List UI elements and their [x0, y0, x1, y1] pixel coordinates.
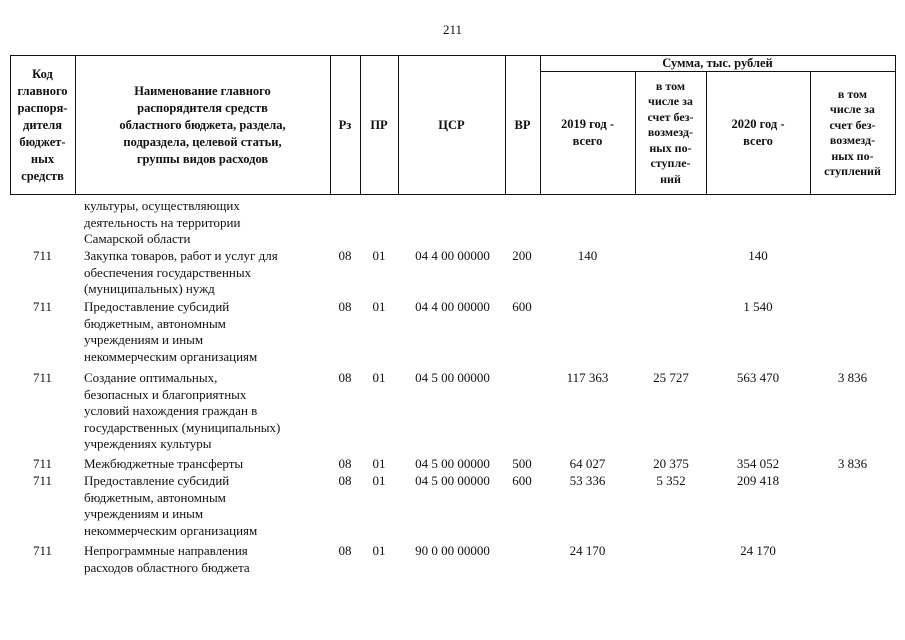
header-gratis-2020: в том числе за счет без- возмезд- ных по- ступлений [824, 86, 881, 178]
header-gratis-2019: в том числе за счет без- возмезд- ных по- ступле- ний [647, 78, 694, 186]
row-sum-2019: 64 027 [569, 456, 606, 471]
page-number: 211 [442, 22, 463, 37]
row-rz: 08 [338, 456, 352, 471]
row-csr: 04 4 00 00000 [415, 248, 490, 263]
row-sum-2020: 354 052 [736, 456, 780, 471]
row-code: 711 [32, 248, 53, 263]
row-code: 711 [32, 543, 53, 558]
header-sum-2019: 2019 год - всего [561, 117, 614, 148]
row-pr: 01 [372, 473, 386, 488]
row-name: культуры, осуществляющих деятельность на территории Самарской области [84, 198, 241, 246]
row-code: 711 [32, 473, 53, 488]
row-vr: 200 [512, 248, 532, 263]
row-name: Закупка товаров, работ и услуг для обеспечения государственных (муниципальных) нужд [84, 248, 278, 296]
row-name: Предоставление субсидий бюджетным, автономным учреждениям и иным некоммерческим организациям [84, 299, 258, 364]
row-sum-2020: 1 540 [743, 299, 773, 314]
row-sum-2020: 24 170 [740, 543, 776, 558]
header-pr: ПР [370, 117, 388, 132]
row-pr: 01 [372, 299, 386, 314]
row-sum-2019: 140 [577, 248, 598, 263]
row-gratis-2019: 5 352 [656, 473, 686, 488]
row-pr: 01 [372, 543, 386, 558]
row-name: Создание оптимальных, безопасных и благоприятных условий нахождения граждан в государственных (муниципальных) учреждениях культуры [84, 370, 281, 451]
row-rz: 08 [338, 543, 352, 558]
row-pr: 01 [372, 456, 386, 471]
row-csr: 04 5 00 00000 [415, 456, 490, 471]
row-csr: 04 4 00 00000 [415, 299, 490, 314]
row-code: 711 [32, 370, 53, 385]
row-rz: 08 [338, 473, 352, 488]
row-sum-2020: 140 [748, 248, 768, 263]
row-name: Межбюджетные трансферты [84, 456, 244, 471]
row-sum-2019: 53 336 [569, 473, 606, 488]
row-sum-2019: 117 363 [566, 370, 609, 385]
row-sum-2020: 563 470 [736, 370, 780, 385]
row-sum-2020: 209 418 [736, 473, 780, 488]
header-code: Код главного распоря- дителя бюджет- ных средств [17, 66, 68, 183]
row-gratis-2020: 3 836 [837, 370, 868, 385]
row-code: 711 [32, 456, 53, 471]
row-name: Предоставление субсидий бюджетным, автономным учреждениям и иным некоммерческим организациям [84, 473, 258, 538]
row-gratis-2020: 3 836 [837, 456, 868, 471]
row-code: 711 [32, 299, 53, 314]
row-sum-2019: 24 170 [569, 543, 606, 558]
row-pr: 01 [372, 248, 386, 263]
row-rz: 08 [338, 299, 352, 314]
row-name: Непрограммные направления расходов областного бюджета [84, 543, 250, 575]
header-csr: ЦСР [438, 117, 465, 132]
header-name: Наименование главного распорядителя средств областного бюджета, раздела, подраздела, целевой статьи, группы видов расходов [119, 83, 286, 166]
header-sum-group: Сумма, тыс. рублей [662, 56, 773, 70]
row-gratis-2019: 25 727 [653, 370, 689, 385]
row-vr: 600 [512, 473, 532, 488]
row-rz: 08 [338, 248, 352, 263]
row-pr: 01 [372, 370, 386, 385]
row-rz: 08 [338, 370, 352, 385]
row-csr: 90 0 00 00000 [415, 543, 490, 558]
row-vr: 500 [512, 456, 532, 471]
row-vr: 600 [512, 299, 532, 314]
row-gratis-2019: 20 375 [653, 456, 689, 471]
header-rz: Рз [338, 117, 352, 132]
row-csr: 04 5 00 00000 [415, 473, 490, 488]
header-vr: ВР [514, 117, 531, 132]
header-sum-2020: 2020 год - всего [731, 117, 785, 148]
row-csr: 04 5 00 00000 [415, 370, 490, 385]
